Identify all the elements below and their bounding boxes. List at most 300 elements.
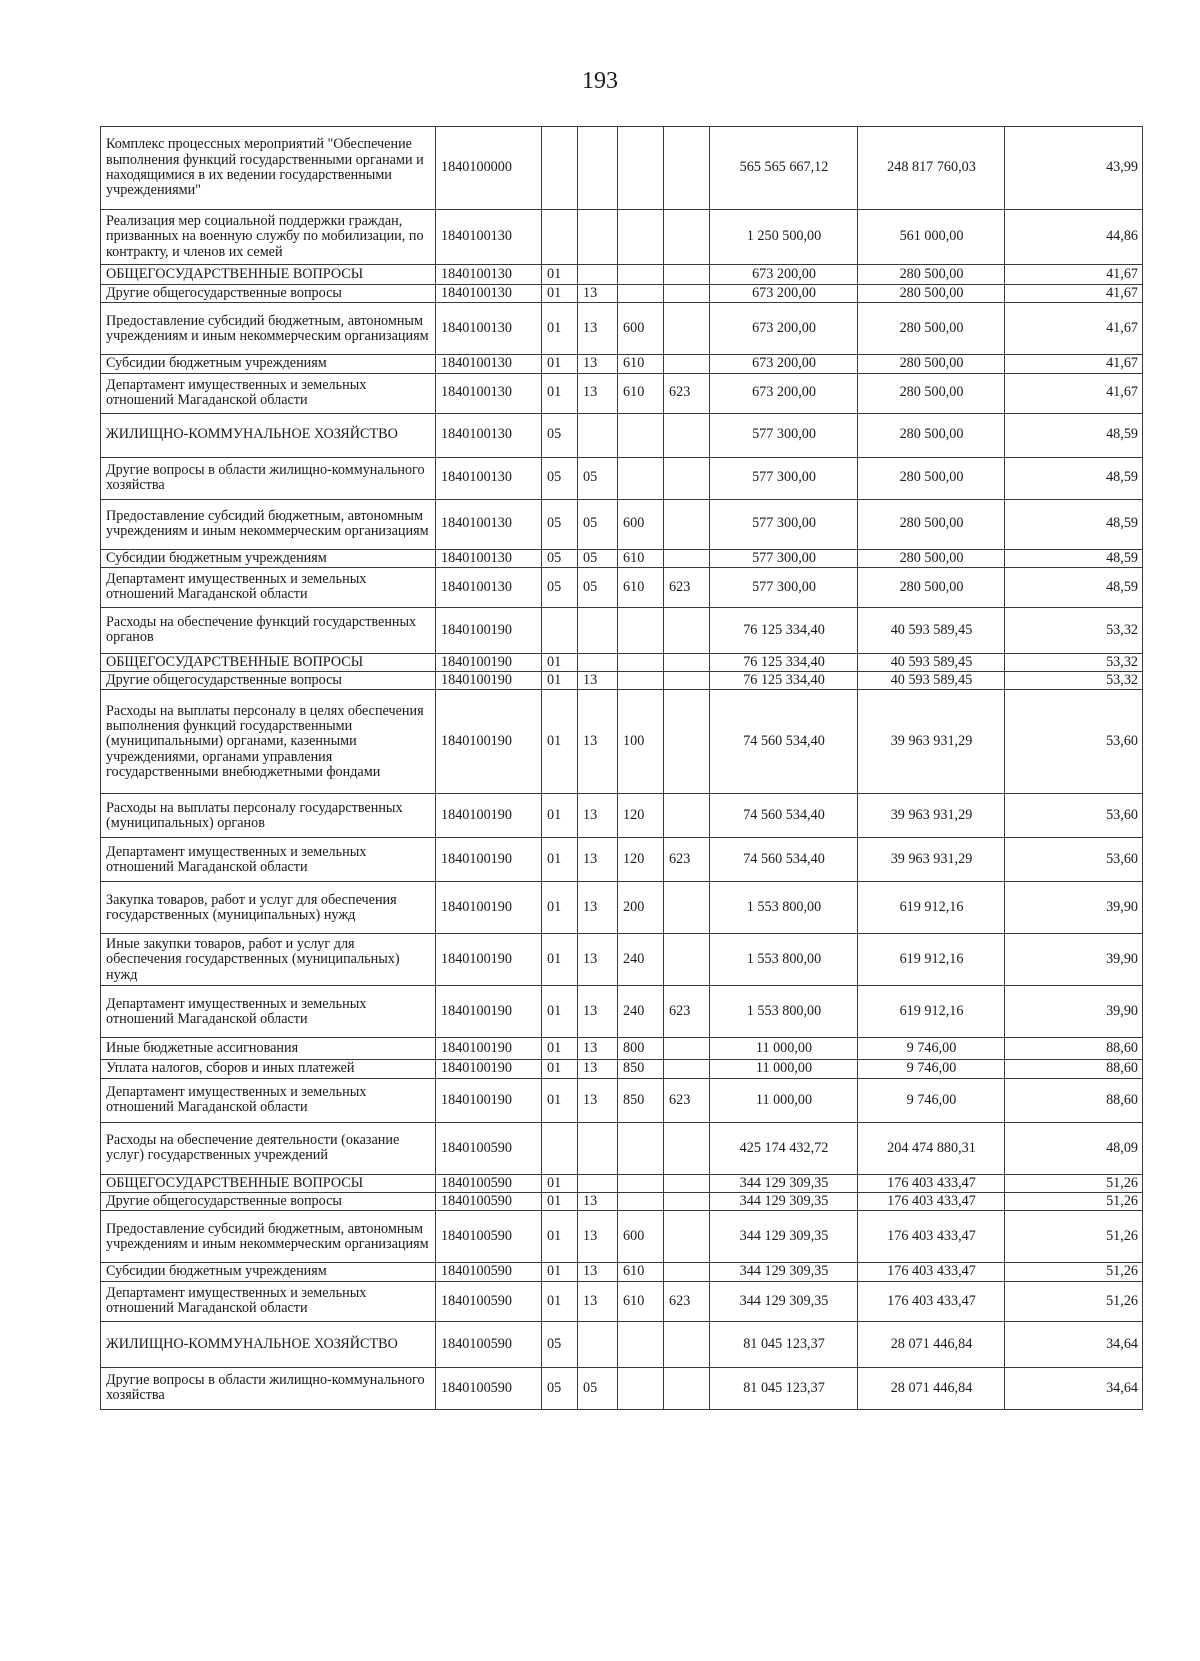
row-administrator xyxy=(664,210,710,265)
table-row xyxy=(101,672,1143,690)
row-section: 01 xyxy=(542,1211,578,1263)
row-section xyxy=(542,607,578,653)
row-execution-percent: 51,26 xyxy=(1005,1211,1143,1263)
row-subsection: 13 xyxy=(578,355,618,373)
row-subsection: 05 xyxy=(578,1367,618,1409)
row-target-article: 1840100130 xyxy=(436,355,542,373)
row-section: 01 xyxy=(542,1038,578,1060)
row-target-article: 1840100130 xyxy=(436,285,542,303)
row-expense-type: 850 xyxy=(618,1060,664,1078)
row-name: Иные закупки товаров, работ и услуг для обеспечения государственных (муниципальных) нужд xyxy=(101,934,436,986)
row-execution-percent: 41,67 xyxy=(1005,303,1143,355)
row-target-article: 1840100130 xyxy=(436,373,542,413)
row-section: 05 xyxy=(542,567,578,607)
row-administrator xyxy=(664,653,710,671)
row-name: Субсидии бюджетным учреждениям xyxy=(101,549,436,567)
row-subsection: 13 xyxy=(578,303,618,355)
table-row xyxy=(101,1078,1143,1122)
row-subsection: 13 xyxy=(578,1078,618,1122)
row-planned-amount: 344 129 309,35 xyxy=(710,1281,858,1321)
row-subsection: 13 xyxy=(578,373,618,413)
row-expense-type xyxy=(618,1122,664,1174)
row-expense-type xyxy=(618,1367,664,1409)
row-target-article: 1840100190 xyxy=(436,690,542,794)
row-target-article: 1840100590 xyxy=(436,1211,542,1263)
row-planned-amount: 577 300,00 xyxy=(710,549,858,567)
row-execution-percent: 53,32 xyxy=(1005,653,1143,671)
row-expense-type xyxy=(618,127,664,210)
row-execution-percent: 44,86 xyxy=(1005,210,1143,265)
row-name: Расходы на выплаты персоналу государственных (муниципальных) органов xyxy=(101,794,436,838)
row-expense-type xyxy=(618,672,664,690)
row-expense-type xyxy=(618,653,664,671)
row-subsection: 05 xyxy=(578,567,618,607)
row-name: Расходы на выплаты персоналу в целях обеспечения выполнения функций государственными (муниципальными) органами, казенными учреждениями, органами управления государственными внебюджетными фондами xyxy=(101,690,436,794)
row-section: 01 xyxy=(542,1174,578,1192)
row-execution-percent: 41,67 xyxy=(1005,265,1143,285)
row-planned-amount: 74 560 534,40 xyxy=(710,838,858,882)
row-planned-amount: 76 125 334,40 xyxy=(710,653,858,671)
row-expense-type: 610 xyxy=(618,373,664,413)
row-target-article: 1840100190 xyxy=(436,838,542,882)
table-row xyxy=(101,567,1143,607)
row-executed-amount: 280 500,00 xyxy=(858,567,1005,607)
row-name: Субсидии бюджетным учреждениям xyxy=(101,355,436,373)
row-planned-amount: 565 565 667,12 xyxy=(710,127,858,210)
row-expense-type: 600 xyxy=(618,1211,664,1263)
row-target-article: 1840100190 xyxy=(436,653,542,671)
row-name: Уплата налогов, сборов и иных платежей xyxy=(101,1060,436,1078)
row-name: Департамент имущественных и земельных отношений Магаданской области xyxy=(101,567,436,607)
row-subsection: 13 xyxy=(578,794,618,838)
table-row xyxy=(101,882,1143,934)
table-row xyxy=(101,1211,1143,1263)
row-name: Другие общегосударственные вопросы xyxy=(101,672,436,690)
row-name: Закупка товаров, работ и услуг для обеспечения государственных (муниципальных) нужд xyxy=(101,882,436,934)
table-row xyxy=(101,1281,1143,1321)
row-subsection: 05 xyxy=(578,549,618,567)
row-planned-amount: 11 000,00 xyxy=(710,1060,858,1078)
row-administrator xyxy=(664,1367,710,1409)
row-section: 05 xyxy=(542,413,578,457)
row-section: 01 xyxy=(542,303,578,355)
row-expense-type: 610 xyxy=(618,567,664,607)
row-name: Расходы на обеспечение деятельности (оказание услуг) государственных учреждений xyxy=(101,1122,436,1174)
row-planned-amount: 11 000,00 xyxy=(710,1038,858,1060)
row-target-article: 1840100130 xyxy=(436,303,542,355)
row-planned-amount: 1 553 800,00 xyxy=(710,986,858,1038)
row-administrator xyxy=(664,1060,710,1078)
row-expense-type xyxy=(618,285,664,303)
table-row xyxy=(101,1060,1143,1078)
row-name: Предоставление субсидий бюджетным, автономным учреждениям и иным некоммерческим организациям xyxy=(101,303,436,355)
row-expense-type: 100 xyxy=(618,690,664,794)
row-executed-amount: 280 500,00 xyxy=(858,303,1005,355)
table-row xyxy=(101,690,1143,794)
row-execution-percent: 48,59 xyxy=(1005,567,1143,607)
row-subsection xyxy=(578,413,618,457)
row-executed-amount: 28 071 446,84 xyxy=(858,1367,1005,1409)
row-planned-amount: 81 045 123,37 xyxy=(710,1367,858,1409)
row-executed-amount: 9 746,00 xyxy=(858,1060,1005,1078)
table-row xyxy=(101,1321,1143,1367)
row-execution-percent: 39,90 xyxy=(1005,934,1143,986)
row-target-article: 1840100590 xyxy=(436,1174,542,1192)
row-execution-percent: 48,09 xyxy=(1005,1122,1143,1174)
row-planned-amount: 1 553 800,00 xyxy=(710,934,858,986)
row-planned-amount: 673 200,00 xyxy=(710,373,858,413)
row-expense-type: 610 xyxy=(618,355,664,373)
row-execution-percent: 53,60 xyxy=(1005,794,1143,838)
row-target-article: 1840100130 xyxy=(436,457,542,499)
row-name: Расходы на обеспечение функций государственных органов xyxy=(101,607,436,653)
row-planned-amount: 74 560 534,40 xyxy=(710,690,858,794)
row-executed-amount: 39 963 931,29 xyxy=(858,794,1005,838)
row-expense-type: 610 xyxy=(618,1263,664,1281)
row-executed-amount: 280 500,00 xyxy=(858,285,1005,303)
row-subsection: 13 xyxy=(578,1281,618,1321)
row-executed-amount: 280 500,00 xyxy=(858,499,1005,549)
row-expense-type xyxy=(618,1321,664,1367)
row-administrator: 623 xyxy=(664,1281,710,1321)
table-row xyxy=(101,1038,1143,1060)
row-section: 05 xyxy=(542,1321,578,1367)
row-executed-amount: 280 500,00 xyxy=(858,265,1005,285)
row-subsection: 13 xyxy=(578,285,618,303)
row-section: 05 xyxy=(542,549,578,567)
budget-execution-table xyxy=(100,126,1143,1410)
row-administrator: 623 xyxy=(664,373,710,413)
row-administrator xyxy=(664,499,710,549)
row-name: Департамент имущественных и земельных отношений Магаданской области xyxy=(101,1281,436,1321)
row-section: 01 xyxy=(542,355,578,373)
row-target-article: 1840100590 xyxy=(436,1281,542,1321)
row-expense-type xyxy=(618,607,664,653)
row-target-article: 1840100590 xyxy=(436,1367,542,1409)
row-expense-type xyxy=(618,210,664,265)
row-executed-amount: 280 500,00 xyxy=(858,549,1005,567)
row-name: ОБЩЕГОСУДАРСТВЕННЫЕ ВОПРОСЫ xyxy=(101,653,436,671)
row-planned-amount: 344 129 309,35 xyxy=(710,1193,858,1211)
row-execution-percent: 43,99 xyxy=(1005,127,1143,210)
row-target-article: 1840100130 xyxy=(436,567,542,607)
row-administrator: 623 xyxy=(664,986,710,1038)
table-row xyxy=(101,549,1143,567)
row-section: 05 xyxy=(542,457,578,499)
row-name: ОБЩЕГОСУДАРСТВЕННЫЕ ВОПРОСЫ xyxy=(101,1174,436,1192)
table-row xyxy=(101,794,1143,838)
row-expense-type: 600 xyxy=(618,303,664,355)
row-execution-percent: 53,32 xyxy=(1005,607,1143,653)
row-administrator xyxy=(664,549,710,567)
row-target-article: 1840100190 xyxy=(436,1078,542,1122)
table-row xyxy=(101,653,1143,671)
row-execution-percent: 39,90 xyxy=(1005,986,1143,1038)
row-name: Другие общегосударственные вопросы xyxy=(101,1193,436,1211)
row-expense-type xyxy=(618,265,664,285)
row-administrator xyxy=(664,127,710,210)
row-planned-amount: 11 000,00 xyxy=(710,1078,858,1122)
row-execution-percent: 48,59 xyxy=(1005,413,1143,457)
table-row xyxy=(101,210,1143,265)
row-subsection: 13 xyxy=(578,1060,618,1078)
row-execution-percent: 34,64 xyxy=(1005,1367,1143,1409)
row-target-article: 1840100190 xyxy=(436,934,542,986)
row-section: 01 xyxy=(542,986,578,1038)
row-section: 01 xyxy=(542,882,578,934)
row-section xyxy=(542,210,578,265)
row-target-article: 1840100590 xyxy=(436,1193,542,1211)
row-subsection: 13 xyxy=(578,986,618,1038)
row-name: Департамент имущественных и земельных отношений Магаданской области xyxy=(101,986,436,1038)
row-target-article: 1840100130 xyxy=(436,549,542,567)
row-executed-amount: 280 500,00 xyxy=(858,457,1005,499)
row-execution-percent: 51,26 xyxy=(1005,1263,1143,1281)
row-subsection: 13 xyxy=(578,1211,618,1263)
table-row xyxy=(101,1193,1143,1211)
row-administrator xyxy=(664,934,710,986)
row-planned-amount: 76 125 334,40 xyxy=(710,672,858,690)
row-target-article: 1840100000 xyxy=(436,127,542,210)
row-section: 01 xyxy=(542,1193,578,1211)
row-executed-amount: 280 500,00 xyxy=(858,355,1005,373)
row-administrator xyxy=(664,1038,710,1060)
row-planned-amount: 344 129 309,35 xyxy=(710,1263,858,1281)
row-executed-amount: 619 912,16 xyxy=(858,986,1005,1038)
table-row xyxy=(101,127,1143,210)
row-executed-amount: 176 403 433,47 xyxy=(858,1263,1005,1281)
row-administrator xyxy=(664,285,710,303)
row-name: Реализация мер социальной поддержки граждан, призванных на военную службу по мобилизации, по контракту, и членов их семей xyxy=(101,210,436,265)
table-row xyxy=(101,607,1143,653)
row-executed-amount: 9 746,00 xyxy=(858,1038,1005,1060)
row-execution-percent: 53,60 xyxy=(1005,838,1143,882)
row-section: 01 xyxy=(542,1078,578,1122)
row-subsection xyxy=(578,127,618,210)
row-section: 05 xyxy=(542,499,578,549)
row-name: Предоставление субсидий бюджетным, автономным учреждениям и иным некоммерческим организациям xyxy=(101,499,436,549)
table-row xyxy=(101,265,1143,285)
row-expense-type: 240 xyxy=(618,986,664,1038)
row-execution-percent: 48,59 xyxy=(1005,549,1143,567)
row-administrator xyxy=(664,1193,710,1211)
row-planned-amount: 577 300,00 xyxy=(710,567,858,607)
table-row xyxy=(101,1122,1143,1174)
row-subsection: 13 xyxy=(578,672,618,690)
row-planned-amount: 577 300,00 xyxy=(710,413,858,457)
row-section: 01 xyxy=(542,838,578,882)
table-row xyxy=(101,986,1143,1038)
row-executed-amount: 619 912,16 xyxy=(858,882,1005,934)
row-expense-type xyxy=(618,1193,664,1211)
row-name: Другие общегосударственные вопросы xyxy=(101,285,436,303)
row-expense-type xyxy=(618,413,664,457)
row-expense-type: 850 xyxy=(618,1078,664,1122)
row-expense-type xyxy=(618,457,664,499)
row-execution-percent: 41,67 xyxy=(1005,373,1143,413)
row-subsection: 13 xyxy=(578,882,618,934)
table-row xyxy=(101,838,1143,882)
row-section: 01 xyxy=(542,1060,578,1078)
table-row xyxy=(101,285,1143,303)
row-executed-amount: 561 000,00 xyxy=(858,210,1005,265)
row-section: 01 xyxy=(542,653,578,671)
row-planned-amount: 344 129 309,35 xyxy=(710,1174,858,1192)
row-subsection xyxy=(578,607,618,653)
row-execution-percent: 53,60 xyxy=(1005,690,1143,794)
row-target-article: 1840100590 xyxy=(436,1122,542,1174)
row-expense-type: 200 xyxy=(618,882,664,934)
row-subsection xyxy=(578,653,618,671)
row-target-article: 1840100190 xyxy=(436,1038,542,1060)
row-subsection: 13 xyxy=(578,934,618,986)
row-execution-percent: 51,26 xyxy=(1005,1193,1143,1211)
row-executed-amount: 176 403 433,47 xyxy=(858,1211,1005,1263)
row-administrator xyxy=(664,672,710,690)
row-section: 01 xyxy=(542,672,578,690)
row-target-article: 1840100190 xyxy=(436,882,542,934)
row-executed-amount: 9 746,00 xyxy=(858,1078,1005,1122)
row-subsection: 05 xyxy=(578,457,618,499)
row-target-article: 1840100130 xyxy=(436,499,542,549)
row-administrator xyxy=(664,1174,710,1192)
row-section: 01 xyxy=(542,1263,578,1281)
row-section: 01 xyxy=(542,1281,578,1321)
page-number: 193 xyxy=(582,68,618,94)
row-target-article: 1840100190 xyxy=(436,672,542,690)
row-planned-amount: 425 174 432,72 xyxy=(710,1122,858,1174)
row-executed-amount: 176 403 433,47 xyxy=(858,1193,1005,1211)
row-expense-type: 610 xyxy=(618,549,664,567)
row-executed-amount: 39 963 931,29 xyxy=(858,690,1005,794)
row-executed-amount: 28 071 446,84 xyxy=(858,1321,1005,1367)
row-name: ЖИЛИЩНО-КОММУНАЛЬНОЕ ХОЗЯЙСТВО xyxy=(101,1321,436,1367)
row-expense-type: 800 xyxy=(618,1038,664,1060)
table-row xyxy=(101,1367,1143,1409)
row-target-article: 1840100190 xyxy=(436,1060,542,1078)
row-target-article: 1840100130 xyxy=(436,210,542,265)
row-expense-type: 120 xyxy=(618,838,664,882)
row-subsection: 13 xyxy=(578,690,618,794)
row-execution-percent: 39,90 xyxy=(1005,882,1143,934)
row-administrator xyxy=(664,794,710,838)
row-executed-amount: 176 403 433,47 xyxy=(858,1281,1005,1321)
row-execution-percent: 41,67 xyxy=(1005,355,1143,373)
table-row xyxy=(101,499,1143,549)
row-executed-amount: 619 912,16 xyxy=(858,934,1005,986)
row-executed-amount: 176 403 433,47 xyxy=(858,1174,1005,1192)
row-executed-amount: 248 817 760,03 xyxy=(858,127,1005,210)
row-target-article: 1840100130 xyxy=(436,265,542,285)
row-administrator: 623 xyxy=(664,567,710,607)
row-subsection xyxy=(578,1122,618,1174)
row-subsection: 13 xyxy=(578,1193,618,1211)
table-row xyxy=(101,934,1143,986)
row-planned-amount: 1 553 800,00 xyxy=(710,882,858,934)
row-subsection: 13 xyxy=(578,1263,618,1281)
row-executed-amount: 280 500,00 xyxy=(858,373,1005,413)
row-expense-type xyxy=(618,1174,664,1192)
row-execution-percent: 48,59 xyxy=(1005,499,1143,549)
row-planned-amount: 673 200,00 xyxy=(710,265,858,285)
row-section: 01 xyxy=(542,265,578,285)
row-execution-percent: 51,26 xyxy=(1005,1174,1143,1192)
row-execution-percent: 41,67 xyxy=(1005,285,1143,303)
row-planned-amount: 76 125 334,40 xyxy=(710,607,858,653)
row-expense-type: 610 xyxy=(618,1281,664,1321)
row-administrator xyxy=(664,690,710,794)
row-administrator xyxy=(664,303,710,355)
row-expense-type: 600 xyxy=(618,499,664,549)
row-name: ОБЩЕГОСУДАРСТВЕННЫЕ ВОПРОСЫ xyxy=(101,265,436,285)
row-execution-percent: 88,60 xyxy=(1005,1060,1143,1078)
row-execution-percent: 88,60 xyxy=(1005,1078,1143,1122)
row-target-article: 1840100190 xyxy=(436,794,542,838)
row-section: 01 xyxy=(542,690,578,794)
row-name: Департамент имущественных и земельных отношений Магаданской области xyxy=(101,373,436,413)
row-target-article: 1840100590 xyxy=(436,1321,542,1367)
row-administrator xyxy=(664,1263,710,1281)
row-subsection: 05 xyxy=(578,499,618,549)
row-execution-percent: 53,32 xyxy=(1005,672,1143,690)
row-section: 01 xyxy=(542,794,578,838)
table-body xyxy=(101,127,1143,1410)
row-subsection: 13 xyxy=(578,838,618,882)
row-section: 05 xyxy=(542,1367,578,1409)
row-name: Предоставление субсидий бюджетным, автономным учреждениям и иным некоммерческим организациям xyxy=(101,1211,436,1263)
row-name: Другие вопросы в области жилищно-коммунального хозяйства xyxy=(101,457,436,499)
row-planned-amount: 344 129 309,35 xyxy=(710,1211,858,1263)
row-planned-amount: 673 200,00 xyxy=(710,355,858,373)
row-executed-amount: 40 593 589,45 xyxy=(858,653,1005,671)
row-subsection xyxy=(578,210,618,265)
row-subsection xyxy=(578,1321,618,1367)
table-row xyxy=(101,355,1143,373)
row-planned-amount: 577 300,00 xyxy=(710,457,858,499)
row-administrator xyxy=(664,1122,710,1174)
row-name: Комплекс процессных мероприятий "Обеспечение выполнения функций государственными органами и находящимися в их ведении государственными учреждениями" xyxy=(101,127,436,210)
row-executed-amount: 280 500,00 xyxy=(858,413,1005,457)
row-section xyxy=(542,127,578,210)
table-row xyxy=(101,457,1143,499)
row-administrator xyxy=(664,413,710,457)
row-name: Иные бюджетные ассигнования xyxy=(101,1038,436,1060)
row-administrator xyxy=(664,265,710,285)
row-name: ЖИЛИЩНО-КОММУНАЛЬНОЕ ХОЗЯЙСТВО xyxy=(101,413,436,457)
row-expense-type: 240 xyxy=(618,934,664,986)
row-target-article: 1840100190 xyxy=(436,607,542,653)
row-planned-amount: 74 560 534,40 xyxy=(710,794,858,838)
row-executed-amount: 40 593 589,45 xyxy=(858,607,1005,653)
row-planned-amount: 577 300,00 xyxy=(710,499,858,549)
row-administrator xyxy=(664,457,710,499)
row-subsection xyxy=(578,1174,618,1192)
row-administrator xyxy=(664,355,710,373)
row-planned-amount: 81 045 123,37 xyxy=(710,1321,858,1367)
row-execution-percent: 48,59 xyxy=(1005,457,1143,499)
row-administrator xyxy=(664,1211,710,1263)
table-row xyxy=(101,1174,1143,1192)
row-planned-amount: 673 200,00 xyxy=(710,303,858,355)
table-row xyxy=(101,303,1143,355)
table-row xyxy=(101,373,1143,413)
row-name: Департамент имущественных и земельных отношений Магаданской области xyxy=(101,838,436,882)
row-subsection xyxy=(578,265,618,285)
row-administrator xyxy=(664,607,710,653)
row-administrator: 623 xyxy=(664,838,710,882)
row-execution-percent: 88,60 xyxy=(1005,1038,1143,1060)
row-planned-amount: 673 200,00 xyxy=(710,285,858,303)
